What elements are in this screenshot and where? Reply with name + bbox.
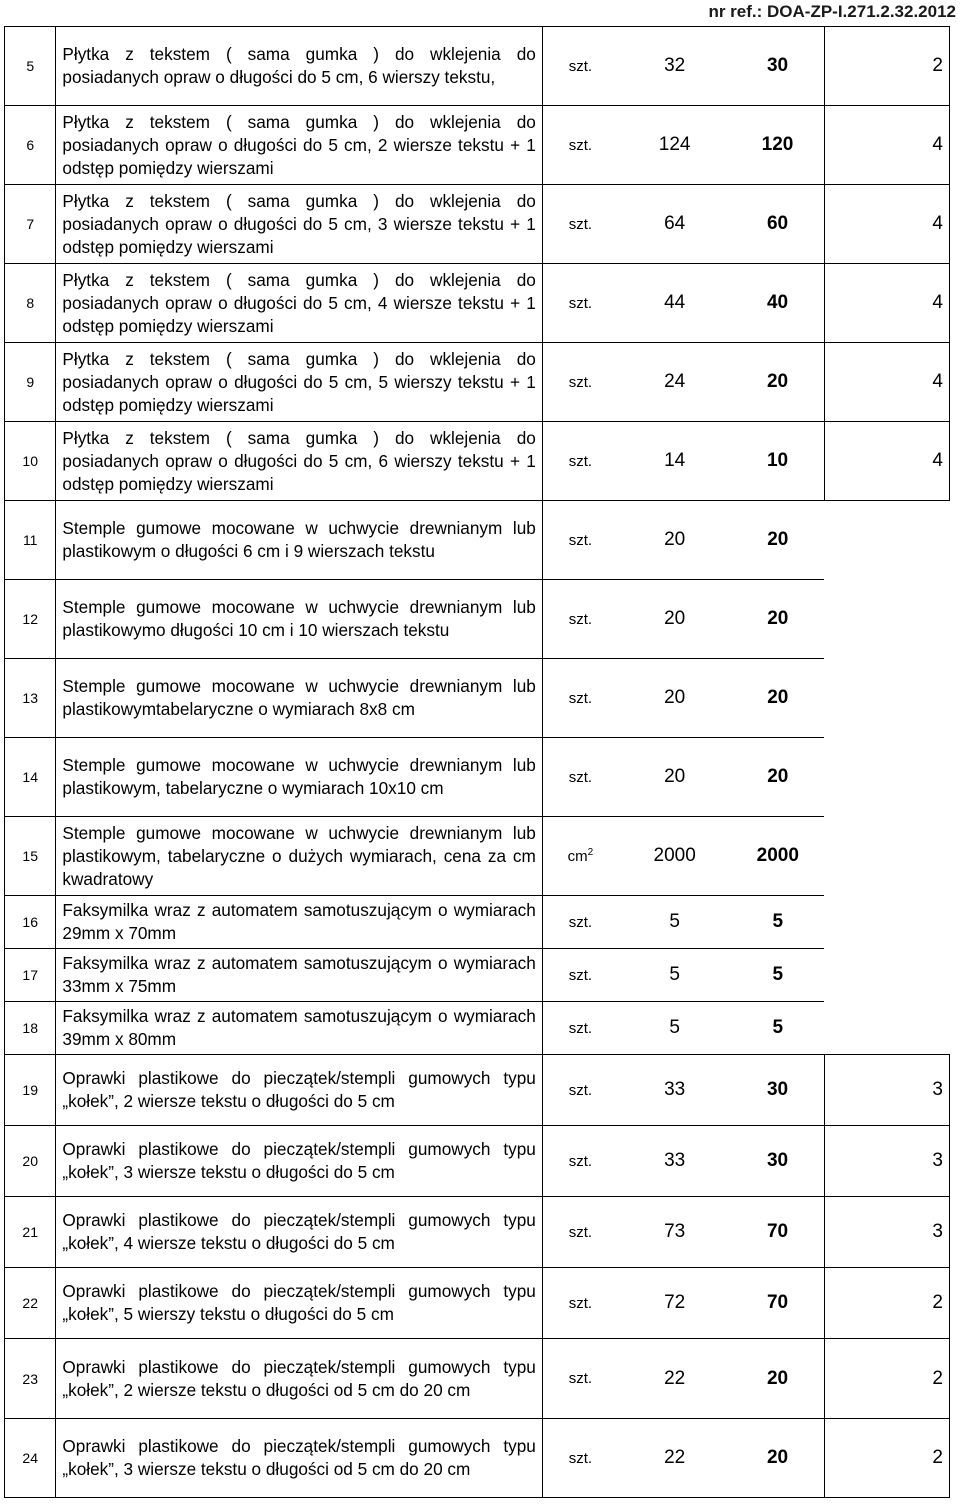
table-row: [5, 738, 950, 817]
unit-label: szt.: [568, 1019, 593, 1037]
table-row: [5, 1055, 950, 1126]
quantity-extra: 4: [824, 264, 949, 343]
quantity-total: 64: [618, 185, 732, 264]
unit-label: szt.: [568, 1370, 593, 1387]
table-row: [5, 1419, 950, 1498]
quantity-main: 20: [731, 501, 824, 580]
quantity-extra: 2: [824, 1268, 949, 1339]
quantity-extra: 4: [824, 422, 949, 501]
unit-label: szt.: [568, 913, 593, 931]
quantity-main: 5: [731, 1002, 824, 1055]
quantity-total: 5: [618, 1002, 732, 1055]
item-description: Płytka z tekstem ( sama gumka ) do wklejenia do posiadanych opraw o długości do 5 cm, 6 wierszy tekstu,: [56, 27, 542, 106]
quantity-main: 20: [731, 580, 824, 659]
quantity-main: 10: [731, 422, 824, 501]
quantity-main: 30: [731, 27, 824, 106]
quantity-total: 22: [618, 1339, 732, 1419]
item-description: Oprawki plastikowe do pieczątek/stempli gumowych typu „kołek”, 5 wierszy tekstu o długości do 5 cm: [56, 1268, 542, 1339]
quantity-total: 22: [618, 1419, 732, 1498]
item-description: Oprawki plastikowe do pieczątek/stempli gumowych typu „kołek”, 4 wiersze tekstu o długości do 5 cm: [56, 1197, 542, 1268]
quantity-total: 2000: [618, 817, 732, 896]
row-number: 5: [5, 27, 56, 106]
quantity-extra: 3: [824, 1126, 949, 1197]
quantity-extra: [824, 1002, 949, 1055]
item-description: Stemple gumowe mocowane w uchwycie drewnianym lub plastikowymo długości 10 cm i 10 wierszach tekstu: [56, 580, 542, 659]
quantity-total: 73: [618, 1197, 732, 1268]
unit-cell: [542, 896, 618, 949]
quantity-main: 120: [731, 106, 824, 185]
unit-label: szt.: [568, 136, 593, 154]
row-number: 17: [5, 949, 56, 1002]
quantity-total: 5: [618, 896, 732, 949]
item-description: Płytka z tekstem ( sama gumka ) do wklejenia do posiadanych opraw o długości do 5 cm, 4 wiersze tekstu + 1 odstęp pomiędzy wierszami: [56, 264, 542, 343]
unit-cell: [542, 501, 618, 580]
quantity-extra: [824, 738, 949, 817]
quantity-total: 32: [618, 27, 732, 106]
quantity-extra: [824, 896, 949, 949]
quantity-extra: 3: [824, 1055, 949, 1126]
item-description: Oprawki plastikowe do pieczątek/stempli gumowych typu „kołek”, 2 wiersze tekstu o długości od 5 cm do 20 cm: [56, 1339, 542, 1419]
unit-label: szt.: [568, 1152, 593, 1170]
unit-cell: [542, 580, 618, 659]
quantity-total: 20: [618, 738, 732, 817]
table-row: [5, 501, 950, 580]
unit-cell: [542, 264, 618, 343]
quantity-total: 20: [618, 501, 732, 580]
table-row: [5, 422, 950, 501]
quantity-extra: 3: [824, 1197, 949, 1268]
item-description: Oprawki plastikowe do pieczątek/stempli gumowych typu „kołek”, 3 wiersze tekstu o długości od 5 cm do 20 cm: [56, 1419, 542, 1498]
table-row: [5, 1126, 950, 1197]
unit-label: cm: [567, 848, 588, 865]
quantity-main: 70: [731, 1197, 824, 1268]
quantity-extra: [824, 580, 949, 659]
table-row: [5, 343, 950, 422]
quantity-main: 2000: [731, 817, 824, 896]
unit-cell: [542, 1419, 618, 1498]
quantity-extra: 2: [824, 1419, 949, 1498]
quantity-main: 20: [731, 1419, 824, 1498]
item-description: Faksymilka wraz z automatem samotuszującym o wymiarach 29mm x 70mm: [56, 896, 542, 949]
quantity-main: 20: [731, 343, 824, 422]
quantity-total: 14: [618, 422, 732, 501]
row-number: 12: [5, 580, 56, 659]
items-table: [4, 26, 950, 1498]
row-number: 20: [5, 1126, 56, 1197]
row-number: 7: [5, 185, 56, 264]
row-number: 11: [5, 501, 56, 580]
item-description: Płytka z tekstem ( sama gumka ) do wklejenia do posiadanych opraw o długości do 5 cm, 2 wiersze tekstu + 1 odstęp pomiędzy wierszami: [56, 106, 542, 185]
unit-label: szt.: [568, 1223, 593, 1241]
row-number: 22: [5, 1268, 56, 1339]
unit-cell: [542, 422, 618, 501]
quantity-extra: [824, 501, 949, 580]
unit-label: szt.: [568, 966, 593, 984]
unit-label: szt.: [568, 689, 593, 707]
unit-label: szt.: [568, 1081, 593, 1099]
unit-cell: [542, 738, 618, 817]
quantity-total: 33: [618, 1055, 732, 1126]
table-row: [5, 659, 950, 738]
unit-cell: [542, 27, 618, 106]
quantity-total: 124: [618, 106, 732, 185]
table-row: [5, 949, 950, 1002]
table-row: [5, 1197, 950, 1268]
item-description: Stemple gumowe mocowane w uchwycie drewnianym lub plastikowymtabelaryczne o wymiarach 8x8 cm: [56, 659, 542, 738]
item-description: Faksymilka wraz z automatem samotuszującym o wymiarach 33mm x 75mm: [56, 949, 542, 1002]
quantity-total: 20: [618, 580, 732, 659]
table-row: [5, 185, 950, 264]
item-description: Płytka z tekstem ( sama gumka ) do wklejenia do posiadanych opraw o długości do 5 cm, 5 wierszy tekstu + 1 odstęp pomiędzy wierszami: [56, 343, 542, 422]
quantity-main: 60: [731, 185, 824, 264]
table-row: [5, 1002, 950, 1055]
quantity-main: 20: [731, 738, 824, 817]
quantity-extra: 4: [824, 106, 949, 185]
quantity-total: 72: [618, 1268, 732, 1339]
item-description: Oprawki plastikowe do pieczątek/stempli gumowych typu „kołek”, 2 wiersze tekstu o długości do 5 cm: [56, 1055, 542, 1126]
quantity-main: 20: [731, 1339, 824, 1419]
table-row: [5, 580, 950, 659]
unit-cell: [542, 1339, 618, 1419]
unit-label: szt.: [568, 215, 593, 233]
quantity-extra: 4: [824, 185, 949, 264]
unit-cell: [542, 949, 618, 1002]
quantity-total: 5: [618, 949, 732, 1002]
table-row: [5, 27, 950, 106]
row-number: 13: [5, 659, 56, 738]
row-number: 16: [5, 896, 56, 949]
quantity-total: 24: [618, 343, 732, 422]
unit-cell: [542, 343, 618, 422]
row-number: 24: [5, 1419, 56, 1498]
item-description: Faksymilka wraz z automatem samotuszującym o wymiarach 39mm x 80mm: [56, 1002, 542, 1055]
quantity-main: 5: [731, 949, 824, 1002]
unit-label: szt.: [568, 373, 593, 391]
unit-label: szt.: [568, 768, 593, 786]
unit-cell: [542, 106, 618, 185]
table-row: [5, 817, 950, 896]
quantity-extra: [824, 659, 949, 738]
quantity-total: 33: [618, 1126, 732, 1197]
item-description: Stemple gumowe mocowane w uchwycie drewnianym lub plastikowym o długości 6 cm i 9 wierszach tekstu: [56, 501, 542, 580]
unit-superscript: 2: [587, 847, 594, 858]
item-description: Płytka z tekstem ( sama gumka ) do wklejenia do posiadanych opraw o długości do 5 cm, 3 wiersze tekstu + 1 odstęp pomiędzy wierszami: [56, 185, 542, 264]
quantity-total: 44: [618, 264, 732, 343]
quantity-extra: [824, 949, 949, 1002]
row-number: 8: [5, 264, 56, 343]
quantity-main: 5: [731, 896, 824, 949]
unit-cell: [542, 1268, 618, 1339]
table-row: [5, 1268, 950, 1339]
unit-label: szt.: [568, 452, 593, 470]
unit-cell: [542, 1002, 618, 1055]
row-number: 15: [5, 817, 56, 896]
quantity-main: 20: [731, 659, 824, 738]
row-number: 9: [5, 343, 56, 422]
unit-label: szt.: [568, 57, 593, 75]
quantity-extra: 2: [824, 27, 949, 106]
row-number: 21: [5, 1197, 56, 1268]
row-number: 19: [5, 1055, 56, 1126]
unit-cell: [542, 185, 618, 264]
unit-label: szt.: [568, 531, 593, 549]
row-number: 23: [5, 1339, 56, 1419]
unit-cell: [542, 1197, 618, 1268]
unit-label: szt.: [568, 610, 593, 628]
quantity-main: 30: [731, 1126, 824, 1197]
unit-cell: [542, 659, 618, 738]
quantity-main: 30: [731, 1055, 824, 1126]
quantity-main: 40: [731, 264, 824, 343]
item-description: Stemple gumowe mocowane w uchwycie drewnianym lub plastikowym, tabelaryczne o dużych wymiarach, cena za cm kwadratowy: [56, 817, 542, 896]
quantity-total: 20: [618, 659, 732, 738]
row-number: 18: [5, 1002, 56, 1055]
row-number: 14: [5, 738, 56, 817]
table-row: [5, 1339, 950, 1419]
quantity-extra: [824, 817, 949, 896]
reference-number: nr ref.: DOA-ZP-I.271.2.32.2012: [708, 2, 956, 21]
item-description: Oprawki plastikowe do pieczątek/stempli gumowych typu „kołek”, 3 wiersze tekstu o długości do 5 cm: [56, 1126, 542, 1197]
unit-label: szt.: [568, 1294, 593, 1312]
items-table-body: [5, 27, 950, 1498]
quantity-extra: 2: [824, 1339, 949, 1419]
quantity-main: 70: [731, 1268, 824, 1339]
unit-cell: [542, 1055, 618, 1126]
unit-label: szt.: [568, 1449, 593, 1467]
item-description: Stemple gumowe mocowane w uchwycie drewnianym lub plastikowym, tabelaryczne o wymiarach 10x10 cm: [56, 738, 542, 817]
unit-cell: [542, 1126, 618, 1197]
item-description: Płytka z tekstem ( sama gumka ) do wklejenia do posiadanych opraw o długości do 5 cm, 6 wierszy tekstu + 1 odstęp pomiędzy wierszami: [56, 422, 542, 501]
table-row: [5, 264, 950, 343]
quantity-extra: 4: [824, 343, 949, 422]
unit-cell: [542, 817, 618, 896]
table-row: [5, 106, 950, 185]
row-number: 6: [5, 106, 56, 185]
row-number: 10: [5, 422, 56, 501]
unit-label: szt.: [568, 294, 593, 312]
table-row: [5, 896, 950, 949]
